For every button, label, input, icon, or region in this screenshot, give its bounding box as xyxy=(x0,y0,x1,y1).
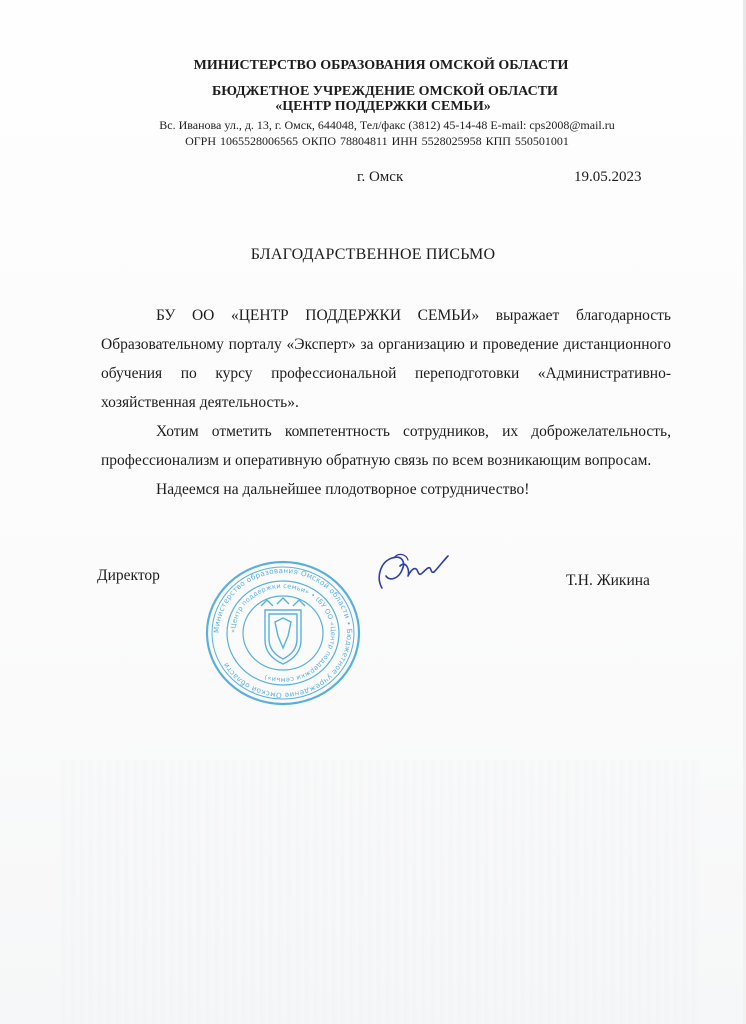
body-paragraph-1: БУ ОО «ЦЕНТР ПОДДЕРЖКИ СЕМЬИ» выражает благодарность Образовательному порталу «Эксперт» за организацию и проведение дистанционного обучения по курсу профессиональной переподготовки «Административно-хозяйственная деятельность». xyxy=(101,307,671,411)
document-date: 19.05.2023 xyxy=(574,169,642,185)
stamp-inner-text: «Центр поддержки семьи» • (БУ ОО «Центр поддержки семьи») xyxy=(228,581,338,685)
letter-body xyxy=(101,301,671,504)
body-paragraph-2: Хотим отметить компетентность сотрудников, их доброжелательность, профессионализм и оперативную обратную связь по всем возникающим вопросам. xyxy=(101,423,671,469)
document-city: г. Омск xyxy=(357,169,404,185)
letterhead-institution: БЮДЖЕТНОЕ УЧРЕЖДЕНИЕ ОМСКОЙ ОБЛАСТИ xyxy=(212,84,558,99)
letterhead-ministry: МИНИСТЕРСТВО ОБРАЗОВАНИЯ ОМСКОЙ ОБЛАСТИ xyxy=(193,58,569,73)
letterhead-codes: ОГРН 1065528006565 ОКПО 78804811 ИНН 5528025958 КПП 550501001 xyxy=(185,134,569,148)
signer-position: Директор xyxy=(97,567,160,584)
signature-icon xyxy=(372,548,452,596)
official-stamp-icon xyxy=(203,560,363,706)
document-title: БЛАГОДАРСТВЕННОЕ ПИСЬМО xyxy=(250,246,496,263)
signer-name: Т.Н. Жикина xyxy=(566,572,650,589)
letterhead-center-name: «ЦЕНТР ПОДДЕРЖКИ СЕМЬИ» xyxy=(275,99,491,114)
body-paragraph-3: Надеемся на дальнейшее плодотворное сотрудничество! xyxy=(156,481,530,498)
stamp-outer-text: Министерство образования Омской области • Бюджетное учреждение Омской области xyxy=(211,565,355,701)
scan-texture xyxy=(60,760,700,1024)
letterhead-address: Вс. Иванова ул., д. 13, г. Омск, 644048, Тел/факс (3812) 45-14-48 E-mail: cps2008@mail.ru xyxy=(159,118,615,132)
